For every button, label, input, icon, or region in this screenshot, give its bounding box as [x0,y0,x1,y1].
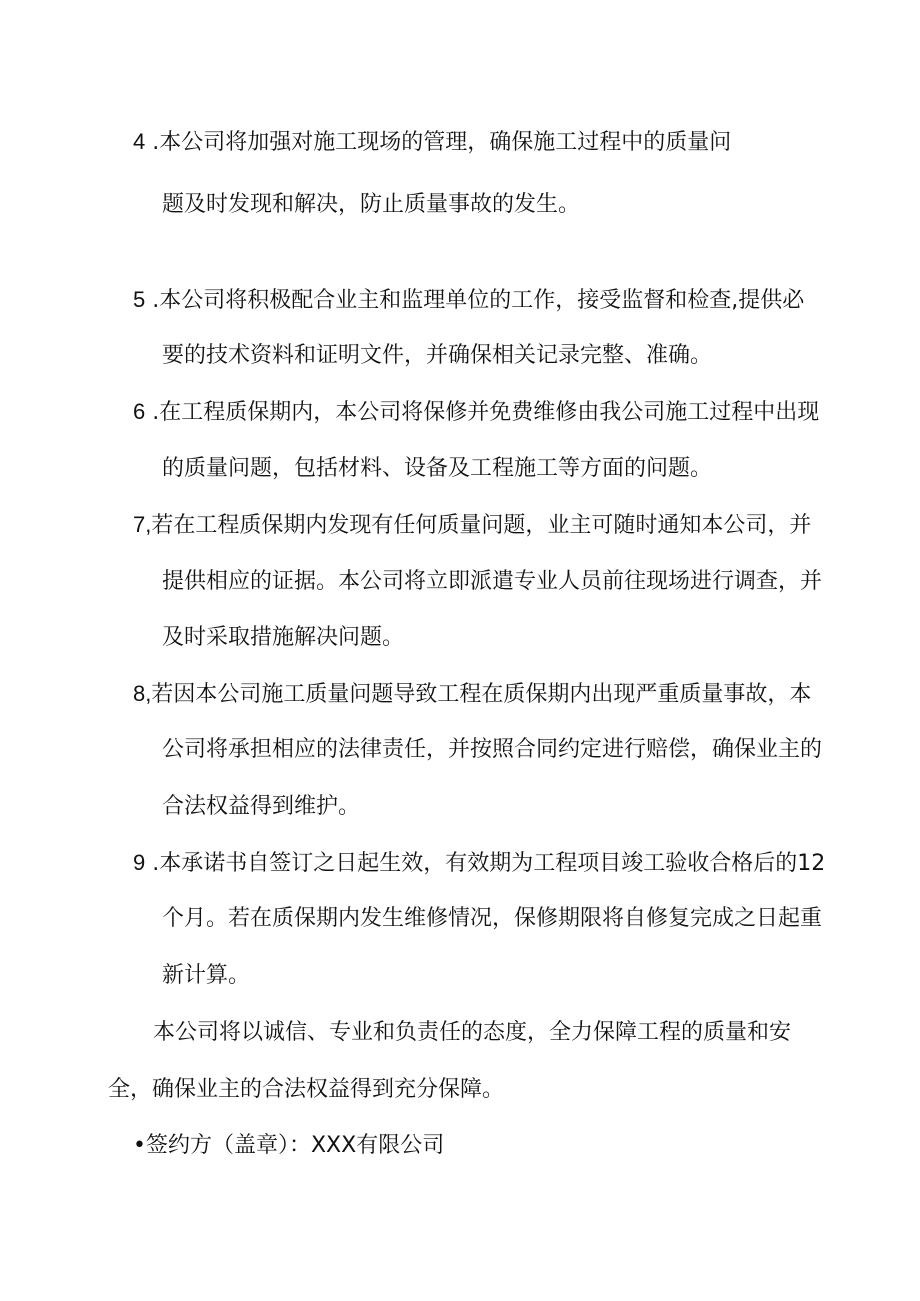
item-9-line-3: 新计算。 [162,963,251,988]
item-7-line-1: 7,若在工程质保期内发现有任何质量问题，业主可随时通知本公司，并 [133,512,812,538]
item-8-line-3: 合法权益得到维护。 [162,794,361,819]
item-5-line-1: 5 .本公司将积极配合业主和监理单位的工作，接受监督和检查,提供必 [133,287,805,313]
item-6-line-2: 的质量问题，包括材料、设备及工程施工等方面的问题。 [162,456,713,481]
item-5-line-2: 要的技术资料和证明文件，并确保相关记录完整、准确。 [162,343,713,368]
item-5-number: 5 [133,287,146,312]
item-4-number: 4 [133,129,146,154]
signature-line: •签约方（盖章）：XXX有限公司 [133,1133,445,1158]
item-6-number: 6 [133,399,146,424]
item-7-line-3: 及时采取措施解决问题。 [162,625,405,650]
closing-line-2: 全，确保业主的合法权益得到充分保障。 [108,1077,505,1102]
item-7-number: 7, [133,512,152,537]
item-4-line-1: 4 .本公司将加强对施工现场的管理，确保施工过程中的质量问 [133,129,732,155]
closing-line-1: 本公司将以诚信、专业和负责任的态度，全力保障工程的质量和安 [153,1020,792,1045]
item-8-line-1: 8,若因本公司施工质量问题导致工程在质保期内出现严重质量事故，本 [133,681,812,707]
item-9-line-1: 9 .本承诺书自签订之日起生效，有效期为工程项目竣工验收合格后的12 [133,850,826,876]
item-4-line-2: 题及时发现和解决，防止质量事故的发生。 [162,192,581,217]
item-8-number: 8, [133,681,152,706]
item-9-line-2: 个月。若在质保期内发生维修情况，保修期限将自修复完成之日起重 [162,906,823,931]
item-9-number: 9 [133,850,146,875]
item-6-line-1: 6 .在工程质保期内，本公司将保修并免费维修由我公司施工过程中出现 [133,399,820,425]
item-7-line-2: 提供相应的证据。本公司将立即派遣专业人员前往现场进行调查，并 [162,569,823,594]
item-8-line-2: 公司将承担相应的法律责任，并按照合同约定进行赔偿，确保业主的 [162,737,823,762]
